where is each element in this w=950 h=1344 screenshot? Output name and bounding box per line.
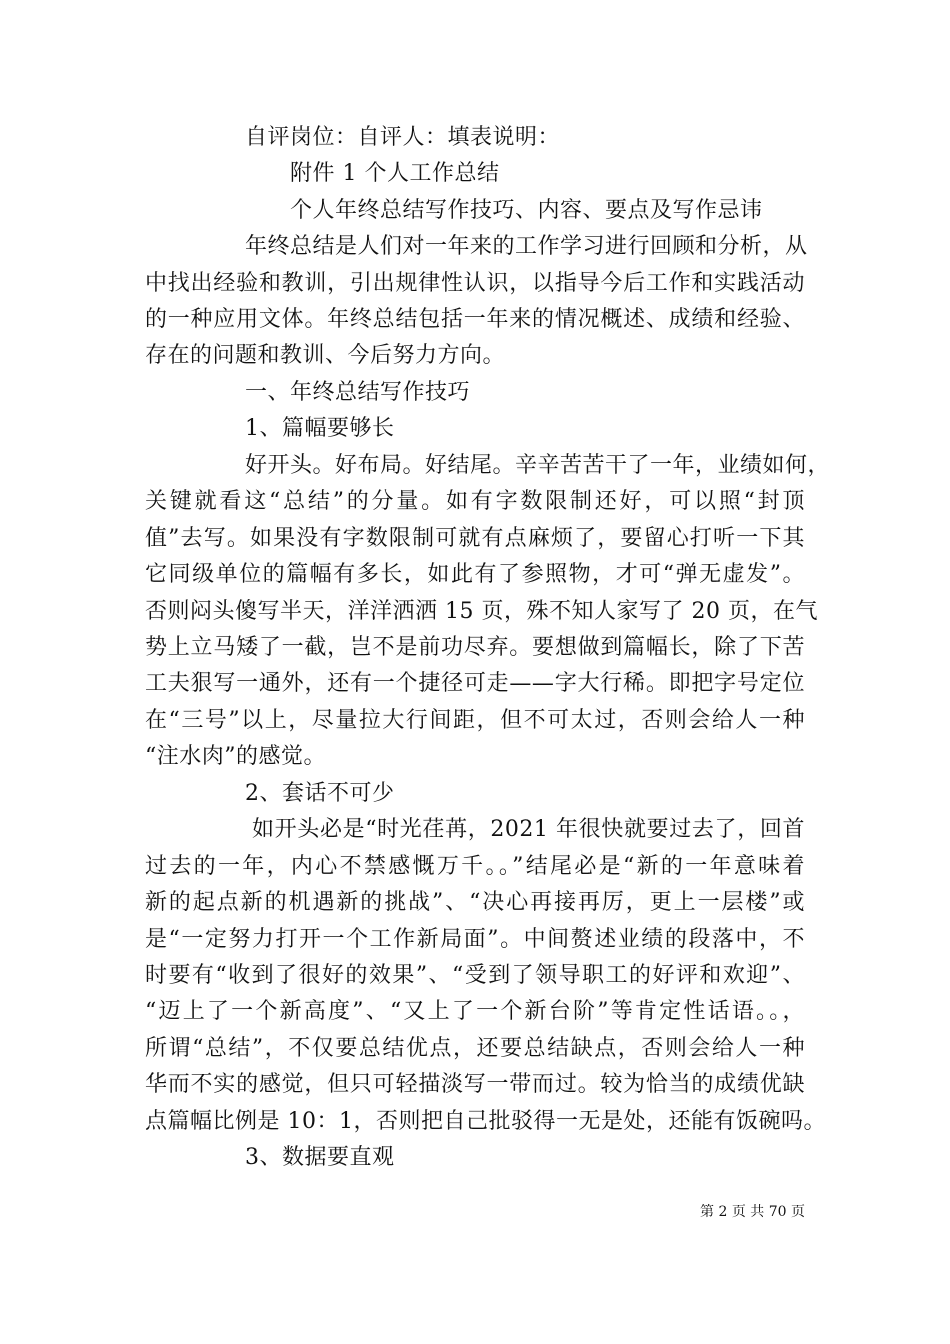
- paragraph-line: 点篇幅比例是 10：1，否则把自己批驳得一无是处，还能有饭碗吗。: [145, 1109, 826, 1134]
- paragraph-line: 势上立马矮了一截，岂不是前功尽弃。要想做到篇幅长，除了下苦: [145, 635, 805, 660]
- page-number: 第 2 页 共 70 页: [700, 1204, 805, 1220]
- paragraph-line: “迈上了一个新高度”、“又上了一个新台阶”等肯定性话语。。，: [145, 999, 805, 1024]
- paragraph-line: 时要有“收到了很好的效果”、“受到了领导职工的好评和欢迎”、: [145, 963, 805, 988]
- article-title: 个人年终总结写作技巧、内容、要点及写作忌讳: [290, 198, 763, 223]
- paragraph-line: 它同级单位的篇幅有多长，如此有了参照物，才可“弹无虚发”。: [145, 562, 805, 587]
- subsection-heading: 2、套话不可少: [245, 781, 395, 806]
- form-header-line: 自评岗位：自评人：填表说明：: [245, 125, 561, 150]
- paragraph-line: 好开头。好布局。好结尾。辛辛苦苦干了一年，业绩如何，: [245, 453, 831, 478]
- paragraph-line: 值”去写。如果没有字数限制可就有点麻烦了，要留心打听一下其: [145, 526, 805, 551]
- paragraph-line: 新的起点新的机遇新的挑战”、“决心再接再厉，更上一层楼”或: [145, 890, 805, 915]
- paragraph-line: 工夫狠写一通外，还有一个捷径可走——字大行稀。即把字号定位: [145, 671, 805, 696]
- paragraph-line: 存在的问题和教训、今后努力方向。: [145, 343, 506, 368]
- paragraph-line: 过去的一年，内心不禁感慨万千。。”结尾必是“新的一年意味着: [145, 854, 805, 879]
- paragraph-line: 中找出经验和教训，引出规律性认识，以指导今后工作和实践活动: [145, 271, 805, 296]
- paragraph-line: 的一种应用文体。年终总结包括一年来的情况概述、成绩和经验、: [145, 307, 805, 332]
- paragraph-line: “注水肉”的感觉。: [145, 744, 326, 769]
- paragraph-line: 是“一定努力打开一个工作新局面”。中间赘述业绩的段落中，不: [145, 927, 805, 952]
- attachment-title: 附件 1 个人工作总结: [290, 161, 500, 186]
- paragraph-line: 关键就看这“总结”的分量。如有字数限制还好，可以照“封顶: [145, 489, 805, 514]
- paragraph-line: 在“三号”以上，尽量拉大行间距，但不可太过，否则会给人一种: [145, 708, 805, 733]
- paragraph-line: 年终总结是人们对一年来的工作学习进行回顾和分析，从: [245, 234, 808, 259]
- paragraph-line: 如开头必是“时光荏苒，2021 年很快就要过去了，回首: [252, 817, 805, 842]
- paragraph-line: 华而不实的感觉，但只可轻描淡写一带而过。较为恰当的成绩优缺: [145, 1072, 805, 1097]
- section-heading: 一、年终总结写作技巧: [245, 380, 471, 405]
- paragraph-line: 所谓“总结”，不仅要总结优点，还要总结缺点，否则会给人一种: [145, 1036, 805, 1061]
- subsection-heading: 3、数据要直观: [245, 1145, 395, 1170]
- subsection-heading: 1、篇幅要够长: [245, 416, 395, 441]
- paragraph-line: 否则闷头傻写半天，洋洋洒洒 15 页，殊不知人家写了 20 页，在气: [145, 599, 818, 624]
